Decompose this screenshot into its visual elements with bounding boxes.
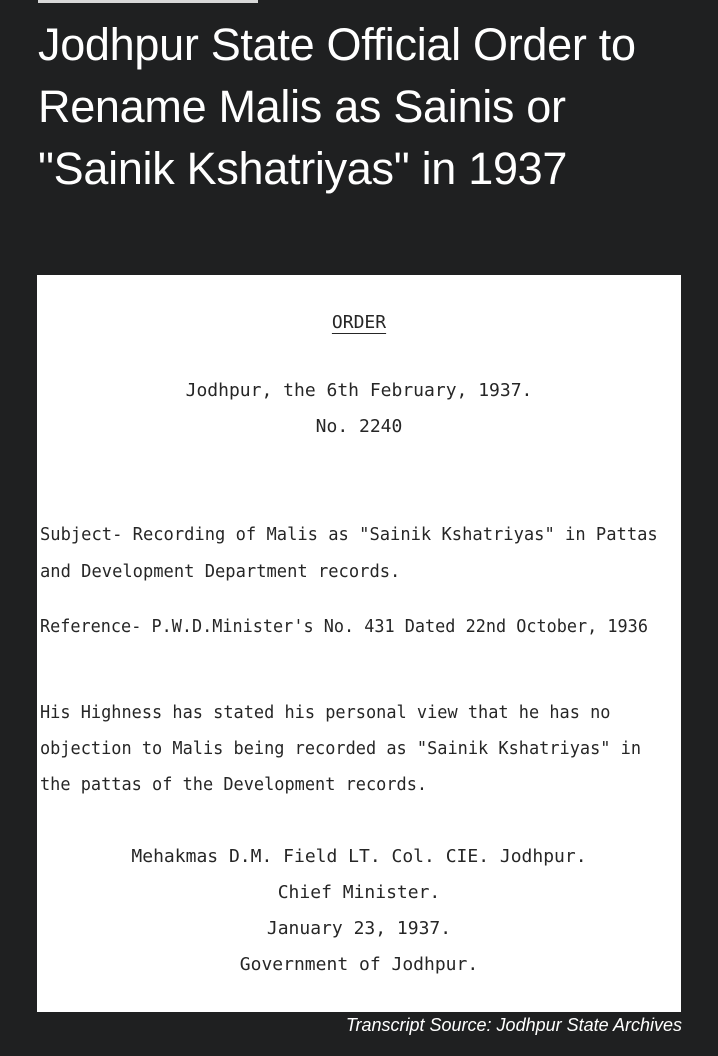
signature-date: January 23, 1937. <box>266 918 452 939</box>
signature-name: Mehakmas D.M. Field LT. Col. CIE. Jodhpur. <box>131 846 587 867</box>
source-caption: Transcript Source: Jodhpur State Archives <box>345 1015 682 1035</box>
subject-line-continued: and Development Department records. <box>40 561 401 582</box>
top-divider <box>38 0 258 3</box>
reference-line: Reference- P.W.D.Minister's No. 431 Dated 22nd October, 1936 <box>40 616 648 637</box>
body-text-line: His Highness has stated his personal view that he has no <box>40 702 611 723</box>
order-date: Jodhpur, the 6th February, 1937. <box>185 380 533 401</box>
signature-government: Government of Jodhpur. <box>239 954 479 975</box>
order-title: ORDER <box>331 312 387 333</box>
body-text-line: objection to Malis being recorded as "Sainik Kshatriyas" in <box>40 738 642 759</box>
order-document-image <box>37 275 681 1012</box>
subject-line: Subject- Recording of Malis as "Sainik Kshatriyas" in Pattas <box>40 524 658 545</box>
body-text-line: the pattas of the Development records. <box>40 774 428 795</box>
signature-title: Chief Minister. <box>277 882 441 903</box>
headline: Jodhpur State Official Order to Rename Malis as Sainis or "Sainik Kshatriyas" in 1937 <box>38 19 636 194</box>
order-number: No. 2240 <box>315 416 403 437</box>
